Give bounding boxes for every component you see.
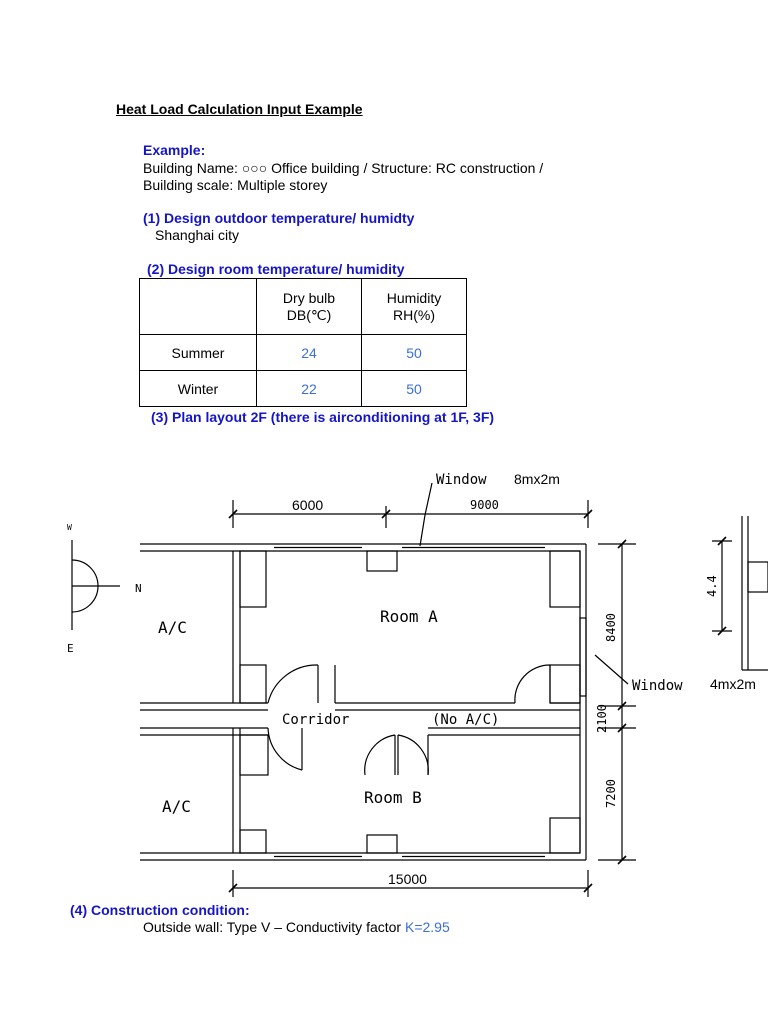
summer-db-value: 24 <box>257 335 362 371</box>
section1-heading: (1) Design outdoor temperature/ humidty <box>143 210 415 226</box>
outside-wall-text: Outside wall: Type V – Conductivity factor <box>143 919 405 935</box>
section-window <box>748 562 768 592</box>
window-right <box>580 618 586 696</box>
page-title: Heat Load Calculation Input Example <box>116 101 363 117</box>
column <box>550 818 580 853</box>
ac-top-label: A/C <box>158 618 187 637</box>
door-swing <box>398 735 428 775</box>
window-top-label: Window <box>436 472 487 488</box>
column <box>240 830 266 853</box>
window-top-size: 8mx2m <box>514 471 560 487</box>
k-value: K=2.95 <box>404 919 450 935</box>
row-label-winter: Winter <box>140 371 257 407</box>
section2-heading: (2) Design room temperature/ humidity <box>147 261 405 277</box>
window-right-size: 4mx2m <box>710 676 756 692</box>
corridor-label: Corridor <box>282 712 350 728</box>
column <box>367 835 397 853</box>
header-dry-bulb: Dry bulb DB(℃) <box>257 279 362 335</box>
leader-window-right <box>595 655 628 684</box>
dim-6000: 6000 <box>292 497 324 513</box>
column <box>367 551 397 571</box>
dim-2100: 2100 <box>595 704 609 733</box>
section4-text <box>143 919 450 935</box>
column <box>550 551 580 607</box>
winter-rh-value: 50 <box>362 371 467 407</box>
example-line-2: Building scale: Multiple storey <box>143 177 328 193</box>
ac-bottom-label: A/C <box>162 797 191 816</box>
compass-w: W <box>67 523 72 532</box>
compass-e: E <box>67 642 74 655</box>
column <box>240 735 268 775</box>
row-label-summer: Summer <box>140 335 257 371</box>
door-swing <box>515 665 550 703</box>
header-humidity: Humidity RH(%) <box>362 279 467 335</box>
column <box>550 665 580 703</box>
section4-heading: (4) Construction condition: <box>70 902 250 918</box>
summer-rh-value: 50 <box>362 335 467 371</box>
room-a-label: Room A <box>380 607 438 626</box>
door-swing <box>268 665 318 703</box>
door-swing <box>365 735 395 775</box>
section1-value: Shanghai city <box>155 227 240 243</box>
room-b-label: Room B <box>364 788 422 807</box>
example-heading: Example: <box>143 142 206 158</box>
section3-heading: (3) Plan layout 2F (there is airconditioning at 1F, 3F) <box>151 409 495 425</box>
window-right-label: Window <box>632 678 683 694</box>
dim-7200: 7200 <box>604 779 618 808</box>
dim-8400: 8400 <box>604 613 618 642</box>
no-ac-label: (No A/C) <box>432 712 500 728</box>
dim-4-4: 4.4 <box>705 575 719 597</box>
door-swing <box>268 728 302 770</box>
winter-db-value: 22 <box>257 371 362 407</box>
column <box>240 665 266 703</box>
compass-n: N <box>135 582 142 595</box>
dim-9000: 9000 <box>470 498 499 512</box>
example-line-1: Building Name: ○○○ Office building / Structure: RC construction / <box>143 160 544 176</box>
column <box>240 551 266 607</box>
dim-15000: 15000 <box>388 871 427 887</box>
